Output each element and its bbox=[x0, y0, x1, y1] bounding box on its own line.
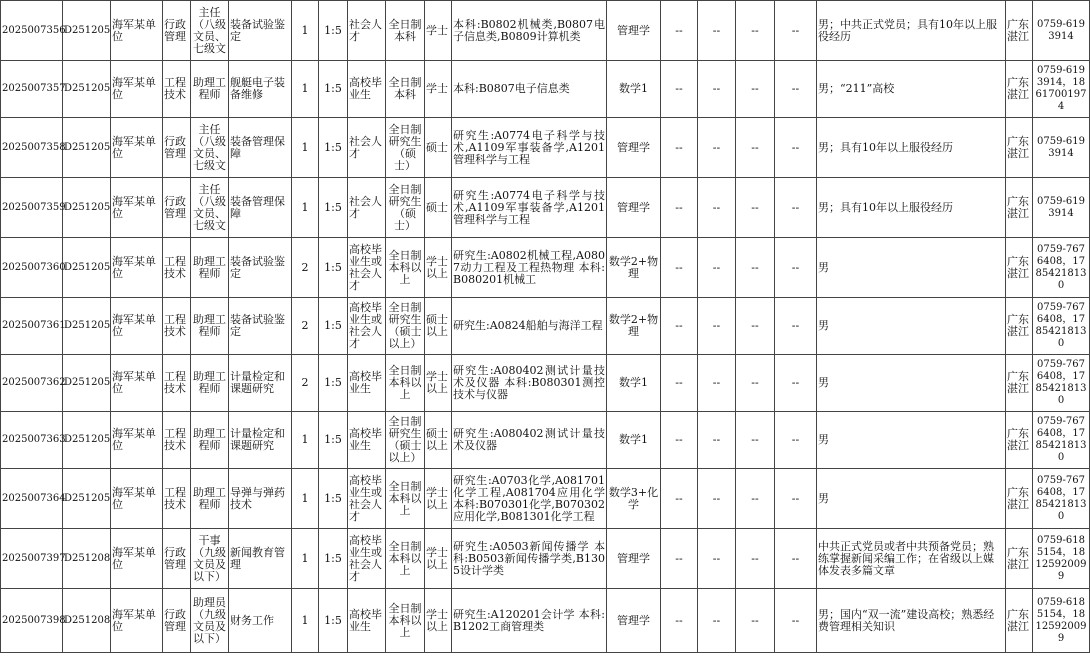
recruit-count-cell: 2 bbox=[292, 238, 319, 298]
empty-column-c-cell: -- bbox=[736, 238, 775, 298]
major-cell: 研究生:A0824船舶与海洋工程 bbox=[452, 298, 607, 355]
employer-cell: 海军某单位 bbox=[111, 61, 163, 118]
major-cell: 研究生:A080402测试计量技术及仪器 本科:B080301测控技术与仪器 bbox=[452, 355, 607, 412]
candidate-source-cell: 高校毕业生 bbox=[348, 412, 386, 469]
study-mode-cell: 全日制本科 bbox=[386, 1, 425, 61]
job-id-cell: 2025007363 bbox=[1, 412, 63, 469]
empty-column-a-cell: -- bbox=[661, 412, 698, 469]
study-mode-cell: 全日制本科以上 bbox=[386, 589, 425, 653]
empty-column-d-cell: -- bbox=[775, 118, 817, 178]
degree-cell: 学士以上 bbox=[425, 238, 452, 298]
empty-column-b-cell: -- bbox=[698, 298, 736, 355]
empty-column-c-cell: -- bbox=[736, 469, 775, 529]
position-level-cell: 主任（八级文员、七级文 bbox=[191, 1, 229, 61]
category-cell: 工程技术 bbox=[163, 61, 191, 118]
position-name-cell: 计量检定和课题研究 bbox=[229, 355, 292, 412]
empty-column-b-cell: -- bbox=[698, 178, 736, 238]
employer-cell: 海军某单位 bbox=[111, 412, 163, 469]
position-name-cell: 装备试验鉴定 bbox=[229, 238, 292, 298]
empty-column-c-cell: -- bbox=[736, 1, 775, 61]
major-cell: 研究生:A0503新闻传播学 本科:B0503新闻传播学类,B1305设计学类 bbox=[452, 529, 607, 589]
employer-cell: 海军某单位 bbox=[111, 589, 163, 653]
exam-ratio-cell: 1:5 bbox=[319, 1, 348, 61]
empty-column-c-cell: -- bbox=[736, 118, 775, 178]
degree-cell: 学士 bbox=[425, 61, 452, 118]
department-code-cell: D251205 bbox=[63, 61, 111, 118]
employer-cell: 海军某单位 bbox=[111, 1, 163, 61]
candidate-source-cell: 社会人才 bbox=[348, 1, 386, 61]
exam-subject-cell: 管理学 bbox=[607, 1, 661, 61]
phone-cell: 0759-7676408，17854218130 bbox=[1033, 238, 1090, 298]
table-row bbox=[1, 589, 1090, 653]
empty-column-d-cell: -- bbox=[775, 61, 817, 118]
job-id-cell: 2025007360 bbox=[1, 238, 63, 298]
exam-ratio-cell: 1:5 bbox=[319, 298, 348, 355]
position-level-cell: 助理工程师 bbox=[191, 238, 229, 298]
study-mode-cell: 全日制研究生（硕士） bbox=[386, 118, 425, 178]
candidate-source-cell: 高校毕业生或社会人才 bbox=[348, 529, 386, 589]
position-level-cell: 助理工程师 bbox=[191, 412, 229, 469]
degree-cell: 硕士 bbox=[425, 118, 452, 178]
study-mode-cell: 全日制本科以上 bbox=[386, 469, 425, 529]
category-cell: 行政管理 bbox=[163, 529, 191, 589]
location-cell: 广东湛江 bbox=[1006, 298, 1033, 355]
location-cell: 广东湛江 bbox=[1006, 412, 1033, 469]
table-row bbox=[1, 469, 1090, 529]
empty-column-b-cell: -- bbox=[698, 118, 736, 178]
empty-column-a-cell: -- bbox=[661, 178, 698, 238]
empty-column-d-cell: -- bbox=[775, 412, 817, 469]
empty-column-d-cell: -- bbox=[775, 1, 817, 61]
other-requirements-cell: 男；中共正式党员；具有10年以上服役经历 bbox=[817, 1, 1006, 61]
recruit-count-cell: 2 bbox=[292, 298, 319, 355]
exam-subject-cell: 数学3+化学 bbox=[607, 469, 661, 529]
candidate-source-cell: 高校毕业生或社会人才 bbox=[348, 469, 386, 529]
empty-column-a-cell: -- bbox=[661, 61, 698, 118]
phone-cell: 0759-7676408，17854218130 bbox=[1033, 469, 1090, 529]
department-code-cell: D251205 bbox=[63, 355, 111, 412]
location-cell: 广东湛江 bbox=[1006, 61, 1033, 118]
exam-subject-cell: 数学1 bbox=[607, 355, 661, 412]
empty-column-b-cell: -- bbox=[698, 589, 736, 653]
position-level-cell: 主任（八级文员、七级文 bbox=[191, 118, 229, 178]
employer-cell: 海军某单位 bbox=[111, 469, 163, 529]
phone-cell: 0759-7676408，17854218130 bbox=[1033, 412, 1090, 469]
employer-cell: 海军某单位 bbox=[111, 529, 163, 589]
empty-column-d-cell: -- bbox=[775, 469, 817, 529]
exam-ratio-cell: 1:5 bbox=[319, 529, 348, 589]
empty-column-c-cell: -- bbox=[736, 589, 775, 653]
empty-column-d-cell: -- bbox=[775, 355, 817, 412]
empty-column-b-cell: -- bbox=[698, 412, 736, 469]
recruit-count-cell: 1 bbox=[292, 412, 319, 469]
exam-ratio-cell: 1:5 bbox=[319, 61, 348, 118]
study-mode-cell: 全日制研究生（硕士以上） bbox=[386, 298, 425, 355]
phone-cell: 0759-6193914 bbox=[1033, 178, 1090, 238]
candidate-source-cell: 高校毕业生或社会人才 bbox=[348, 298, 386, 355]
department-code-cell: D251205 bbox=[63, 298, 111, 355]
candidate-source-cell: 高校毕业生或社会人才 bbox=[348, 238, 386, 298]
position-level-cell: 助理员（九级文员及以下） bbox=[191, 589, 229, 653]
exam-ratio-cell: 1:5 bbox=[319, 178, 348, 238]
location-cell: 广东湛江 bbox=[1006, 529, 1033, 589]
exam-ratio-cell: 1:5 bbox=[319, 238, 348, 298]
other-requirements-cell: 男；“211”高校 bbox=[817, 61, 1006, 118]
recruit-count-cell: 1 bbox=[292, 118, 319, 178]
position-name-cell: 财务工作 bbox=[229, 589, 292, 653]
location-cell: 广东湛江 bbox=[1006, 1, 1033, 61]
table-row bbox=[1, 1, 1090, 61]
location-cell: 广东湛江 bbox=[1006, 118, 1033, 178]
candidate-source-cell: 高校毕业生 bbox=[348, 589, 386, 653]
study-mode-cell: 全日制本科以上 bbox=[386, 238, 425, 298]
empty-column-a-cell: -- bbox=[661, 238, 698, 298]
empty-column-c-cell: -- bbox=[736, 178, 775, 238]
empty-column-d-cell: -- bbox=[775, 589, 817, 653]
empty-column-b-cell: -- bbox=[698, 1, 736, 61]
category-cell: 行政管理 bbox=[163, 1, 191, 61]
department-code-cell: D251205 bbox=[63, 238, 111, 298]
exam-ratio-cell: 1:5 bbox=[319, 118, 348, 178]
job-id-cell: 2025007362 bbox=[1, 355, 63, 412]
empty-column-a-cell: -- bbox=[661, 118, 698, 178]
empty-column-c-cell: -- bbox=[736, 355, 775, 412]
empty-column-a-cell: -- bbox=[661, 589, 698, 653]
position-name-cell: 计量检定和课题研究 bbox=[229, 412, 292, 469]
category-cell: 行政管理 bbox=[163, 118, 191, 178]
exam-subject-cell: 数学1 bbox=[607, 412, 661, 469]
other-requirements-cell: 男 bbox=[817, 469, 1006, 529]
exam-ratio-cell: 1:5 bbox=[319, 412, 348, 469]
other-requirements-cell: 男 bbox=[817, 412, 1006, 469]
job-id-cell: 2025007358 bbox=[1, 118, 63, 178]
degree-cell: 学士以上 bbox=[425, 355, 452, 412]
empty-column-c-cell: -- bbox=[736, 61, 775, 118]
empty-column-a-cell: -- bbox=[661, 529, 698, 589]
empty-column-d-cell: -- bbox=[775, 178, 817, 238]
department-code-cell: D251205 bbox=[63, 118, 111, 178]
position-level-cell: 主任（八级文员、七级文 bbox=[191, 178, 229, 238]
study-mode-cell: 全日制研究生（硕士以上） bbox=[386, 412, 425, 469]
table-row bbox=[1, 298, 1090, 355]
candidate-source-cell: 高校毕业生 bbox=[348, 355, 386, 412]
empty-column-a-cell: -- bbox=[661, 1, 698, 61]
other-requirements-cell: 男 bbox=[817, 298, 1006, 355]
position-level-cell: 干事（九级文员及以下） bbox=[191, 529, 229, 589]
location-cell: 广东湛江 bbox=[1006, 469, 1033, 529]
empty-column-c-cell: -- bbox=[736, 412, 775, 469]
empty-column-b-cell: -- bbox=[698, 469, 736, 529]
position-level-cell: 助理工程师 bbox=[191, 298, 229, 355]
employer-cell: 海军某单位 bbox=[111, 178, 163, 238]
exam-subject-cell: 数学2+物理 bbox=[607, 298, 661, 355]
table-row bbox=[1, 529, 1090, 589]
position-name-cell: 导弹与弹药技术 bbox=[229, 469, 292, 529]
table-row bbox=[1, 118, 1090, 178]
department-code-cell: D251205 bbox=[63, 412, 111, 469]
other-requirements-cell: 男；具有10年以上服役经历 bbox=[817, 178, 1006, 238]
location-cell: 广东湛江 bbox=[1006, 355, 1033, 412]
job-id-cell: 2025007398 bbox=[1, 589, 63, 653]
phone-cell: 0759-6193914，18617001974 bbox=[1033, 61, 1090, 118]
recruit-count-cell: 1 bbox=[292, 529, 319, 589]
major-cell: 研究生:A0802机械工程,A0807动力工程及工程热物理 本科:B080201机械工 bbox=[452, 238, 607, 298]
candidate-source-cell: 高校毕业生 bbox=[348, 61, 386, 118]
study-mode-cell: 全日制研究生（硕士） bbox=[386, 178, 425, 238]
exam-subject-cell: 管理学 bbox=[607, 118, 661, 178]
position-level-cell: 助理工程师 bbox=[191, 469, 229, 529]
major-cell: 本科:B0807电子信息类 bbox=[452, 61, 607, 118]
other-requirements-cell: 男 bbox=[817, 355, 1006, 412]
phone-cell: 0759-7676408，17854218130 bbox=[1033, 355, 1090, 412]
employer-cell: 海军某单位 bbox=[111, 238, 163, 298]
degree-cell: 硕士以上 bbox=[425, 298, 452, 355]
exam-ratio-cell: 1:5 bbox=[319, 469, 348, 529]
empty-column-d-cell: -- bbox=[775, 298, 817, 355]
position-name-cell: 新闻教育管理 bbox=[229, 529, 292, 589]
employer-cell: 海军某单位 bbox=[111, 355, 163, 412]
candidate-source-cell: 社会人才 bbox=[348, 118, 386, 178]
empty-column-a-cell: -- bbox=[661, 298, 698, 355]
exam-subject-cell: 数学2+物理 bbox=[607, 238, 661, 298]
table-row bbox=[1, 178, 1090, 238]
degree-cell: 硕士 bbox=[425, 178, 452, 238]
category-cell: 工程技术 bbox=[163, 238, 191, 298]
phone-cell: 0759-6185154，18125920099 bbox=[1033, 589, 1090, 653]
job-id-cell: 2025007397 bbox=[1, 529, 63, 589]
phone-cell: 0759-6185154，18125920099 bbox=[1033, 529, 1090, 589]
recruit-count-cell: 1 bbox=[292, 178, 319, 238]
table-body bbox=[1, 1, 1090, 653]
recruit-count-cell: 1 bbox=[292, 469, 319, 529]
other-requirements-cell: 男 bbox=[817, 238, 1006, 298]
job-id-cell: 2025007359 bbox=[1, 178, 63, 238]
category-cell: 工程技术 bbox=[163, 298, 191, 355]
phone-cell: 0759-6193914 bbox=[1033, 118, 1090, 178]
other-requirements-cell: 中共正式党员或者中共预备党员；熟练掌握新闻采编工作；在省级以上媒体发表多篇文章 bbox=[817, 529, 1006, 589]
exam-ratio-cell: 1:5 bbox=[319, 589, 348, 653]
empty-column-a-cell: -- bbox=[661, 469, 698, 529]
degree-cell: 学士以上 bbox=[425, 529, 452, 589]
recruit-count-cell: 1 bbox=[292, 61, 319, 118]
category-cell: 工程技术 bbox=[163, 469, 191, 529]
exam-subject-cell: 管理学 bbox=[607, 529, 661, 589]
degree-cell: 学士 bbox=[425, 1, 452, 61]
position-name-cell: 装备管理保障 bbox=[229, 118, 292, 178]
other-requirements-cell: 男；国内“双一流”建设高校；熟悉经费管理相关知识 bbox=[817, 589, 1006, 653]
table-row bbox=[1, 238, 1090, 298]
exam-subject-cell: 数学1 bbox=[607, 61, 661, 118]
position-name-cell: 舰艇电子装备维修 bbox=[229, 61, 292, 118]
empty-column-b-cell: -- bbox=[698, 355, 736, 412]
degree-cell: 学士以上 bbox=[425, 589, 452, 653]
job-id-cell: 2025007361 bbox=[1, 298, 63, 355]
major-cell: 本科:B0802机械类,B0807电子信息类,B0809计算机类 bbox=[452, 1, 607, 61]
degree-cell: 硕士以上 bbox=[425, 412, 452, 469]
empty-column-b-cell: -- bbox=[698, 238, 736, 298]
major-cell: 研究生:A0774电子科学与技术,A1109军事装备学,A1201管理科学与工程 bbox=[452, 178, 607, 238]
job-id-cell: 2025007356 bbox=[1, 1, 63, 61]
department-code-cell: D251208 bbox=[63, 589, 111, 653]
study-mode-cell: 全日制本科 bbox=[386, 61, 425, 118]
phone-cell: 0759-7676408，17854218130 bbox=[1033, 298, 1090, 355]
table-row bbox=[1, 412, 1090, 469]
position-level-cell: 助理工程师 bbox=[191, 61, 229, 118]
job-id-cell: 2025007357 bbox=[1, 61, 63, 118]
position-level-cell: 助理工程师 bbox=[191, 355, 229, 412]
degree-cell: 学士以上 bbox=[425, 469, 452, 529]
category-cell: 行政管理 bbox=[163, 178, 191, 238]
empty-column-a-cell: -- bbox=[661, 355, 698, 412]
category-cell: 工程技术 bbox=[163, 412, 191, 469]
other-requirements-cell: 男；具有10年以上服役经历 bbox=[817, 118, 1006, 178]
recruit-count-cell: 1 bbox=[292, 1, 319, 61]
position-name-cell: 装备试验鉴定 bbox=[229, 298, 292, 355]
major-cell: 研究生:A080402测试计量技术及仪器 bbox=[452, 412, 607, 469]
category-cell: 行政管理 bbox=[163, 589, 191, 653]
department-code-cell: D251205 bbox=[63, 178, 111, 238]
exam-ratio-cell: 1:5 bbox=[319, 355, 348, 412]
empty-column-d-cell: -- bbox=[775, 238, 817, 298]
job-id-cell: 2025007364 bbox=[1, 469, 63, 529]
employer-cell: 海军某单位 bbox=[111, 298, 163, 355]
table-row bbox=[1, 355, 1090, 412]
employer-cell: 海军某单位 bbox=[111, 118, 163, 178]
empty-column-b-cell: -- bbox=[698, 61, 736, 118]
position-name-cell: 装备管理保障 bbox=[229, 178, 292, 238]
location-cell: 广东湛江 bbox=[1006, 589, 1033, 653]
recruit-count-cell: 2 bbox=[292, 355, 319, 412]
location-cell: 广东湛江 bbox=[1006, 178, 1033, 238]
department-code-cell: D251205 bbox=[63, 1, 111, 61]
location-cell: 广东湛江 bbox=[1006, 238, 1033, 298]
major-cell: 研究生:A120201会计学 本科:B1202工商管理类 bbox=[452, 589, 607, 653]
category-cell: 工程技术 bbox=[163, 355, 191, 412]
empty-column-c-cell: -- bbox=[736, 298, 775, 355]
phone-cell: 0759-6193914 bbox=[1033, 1, 1090, 61]
empty-column-d-cell: -- bbox=[775, 529, 817, 589]
exam-subject-cell: 管理学 bbox=[607, 178, 661, 238]
major-cell: 研究生:A0774电子科学与技术,A1109军事装备学,A1201管理科学与工程 bbox=[452, 118, 607, 178]
study-mode-cell: 全日制本科以上 bbox=[386, 529, 425, 589]
department-code-cell: D251205 bbox=[63, 469, 111, 529]
major-cell: 研究生:A0703化学,A081701化学工程,A081704应用化学 本科:B070301化学,B070302应用化学,B081301化学工程 bbox=[452, 469, 607, 529]
study-mode-cell: 全日制本科以上 bbox=[386, 355, 425, 412]
position-name-cell: 装备试验鉴定 bbox=[229, 1, 292, 61]
empty-column-b-cell: -- bbox=[698, 529, 736, 589]
department-code-cell: D251208 bbox=[63, 529, 111, 589]
table-row bbox=[1, 61, 1090, 118]
candidate-source-cell: 社会人才 bbox=[348, 178, 386, 238]
empty-column-c-cell: -- bbox=[736, 529, 775, 589]
exam-subject-cell: 管理学 bbox=[607, 589, 661, 653]
recruit-count-cell: 1 bbox=[292, 589, 319, 653]
